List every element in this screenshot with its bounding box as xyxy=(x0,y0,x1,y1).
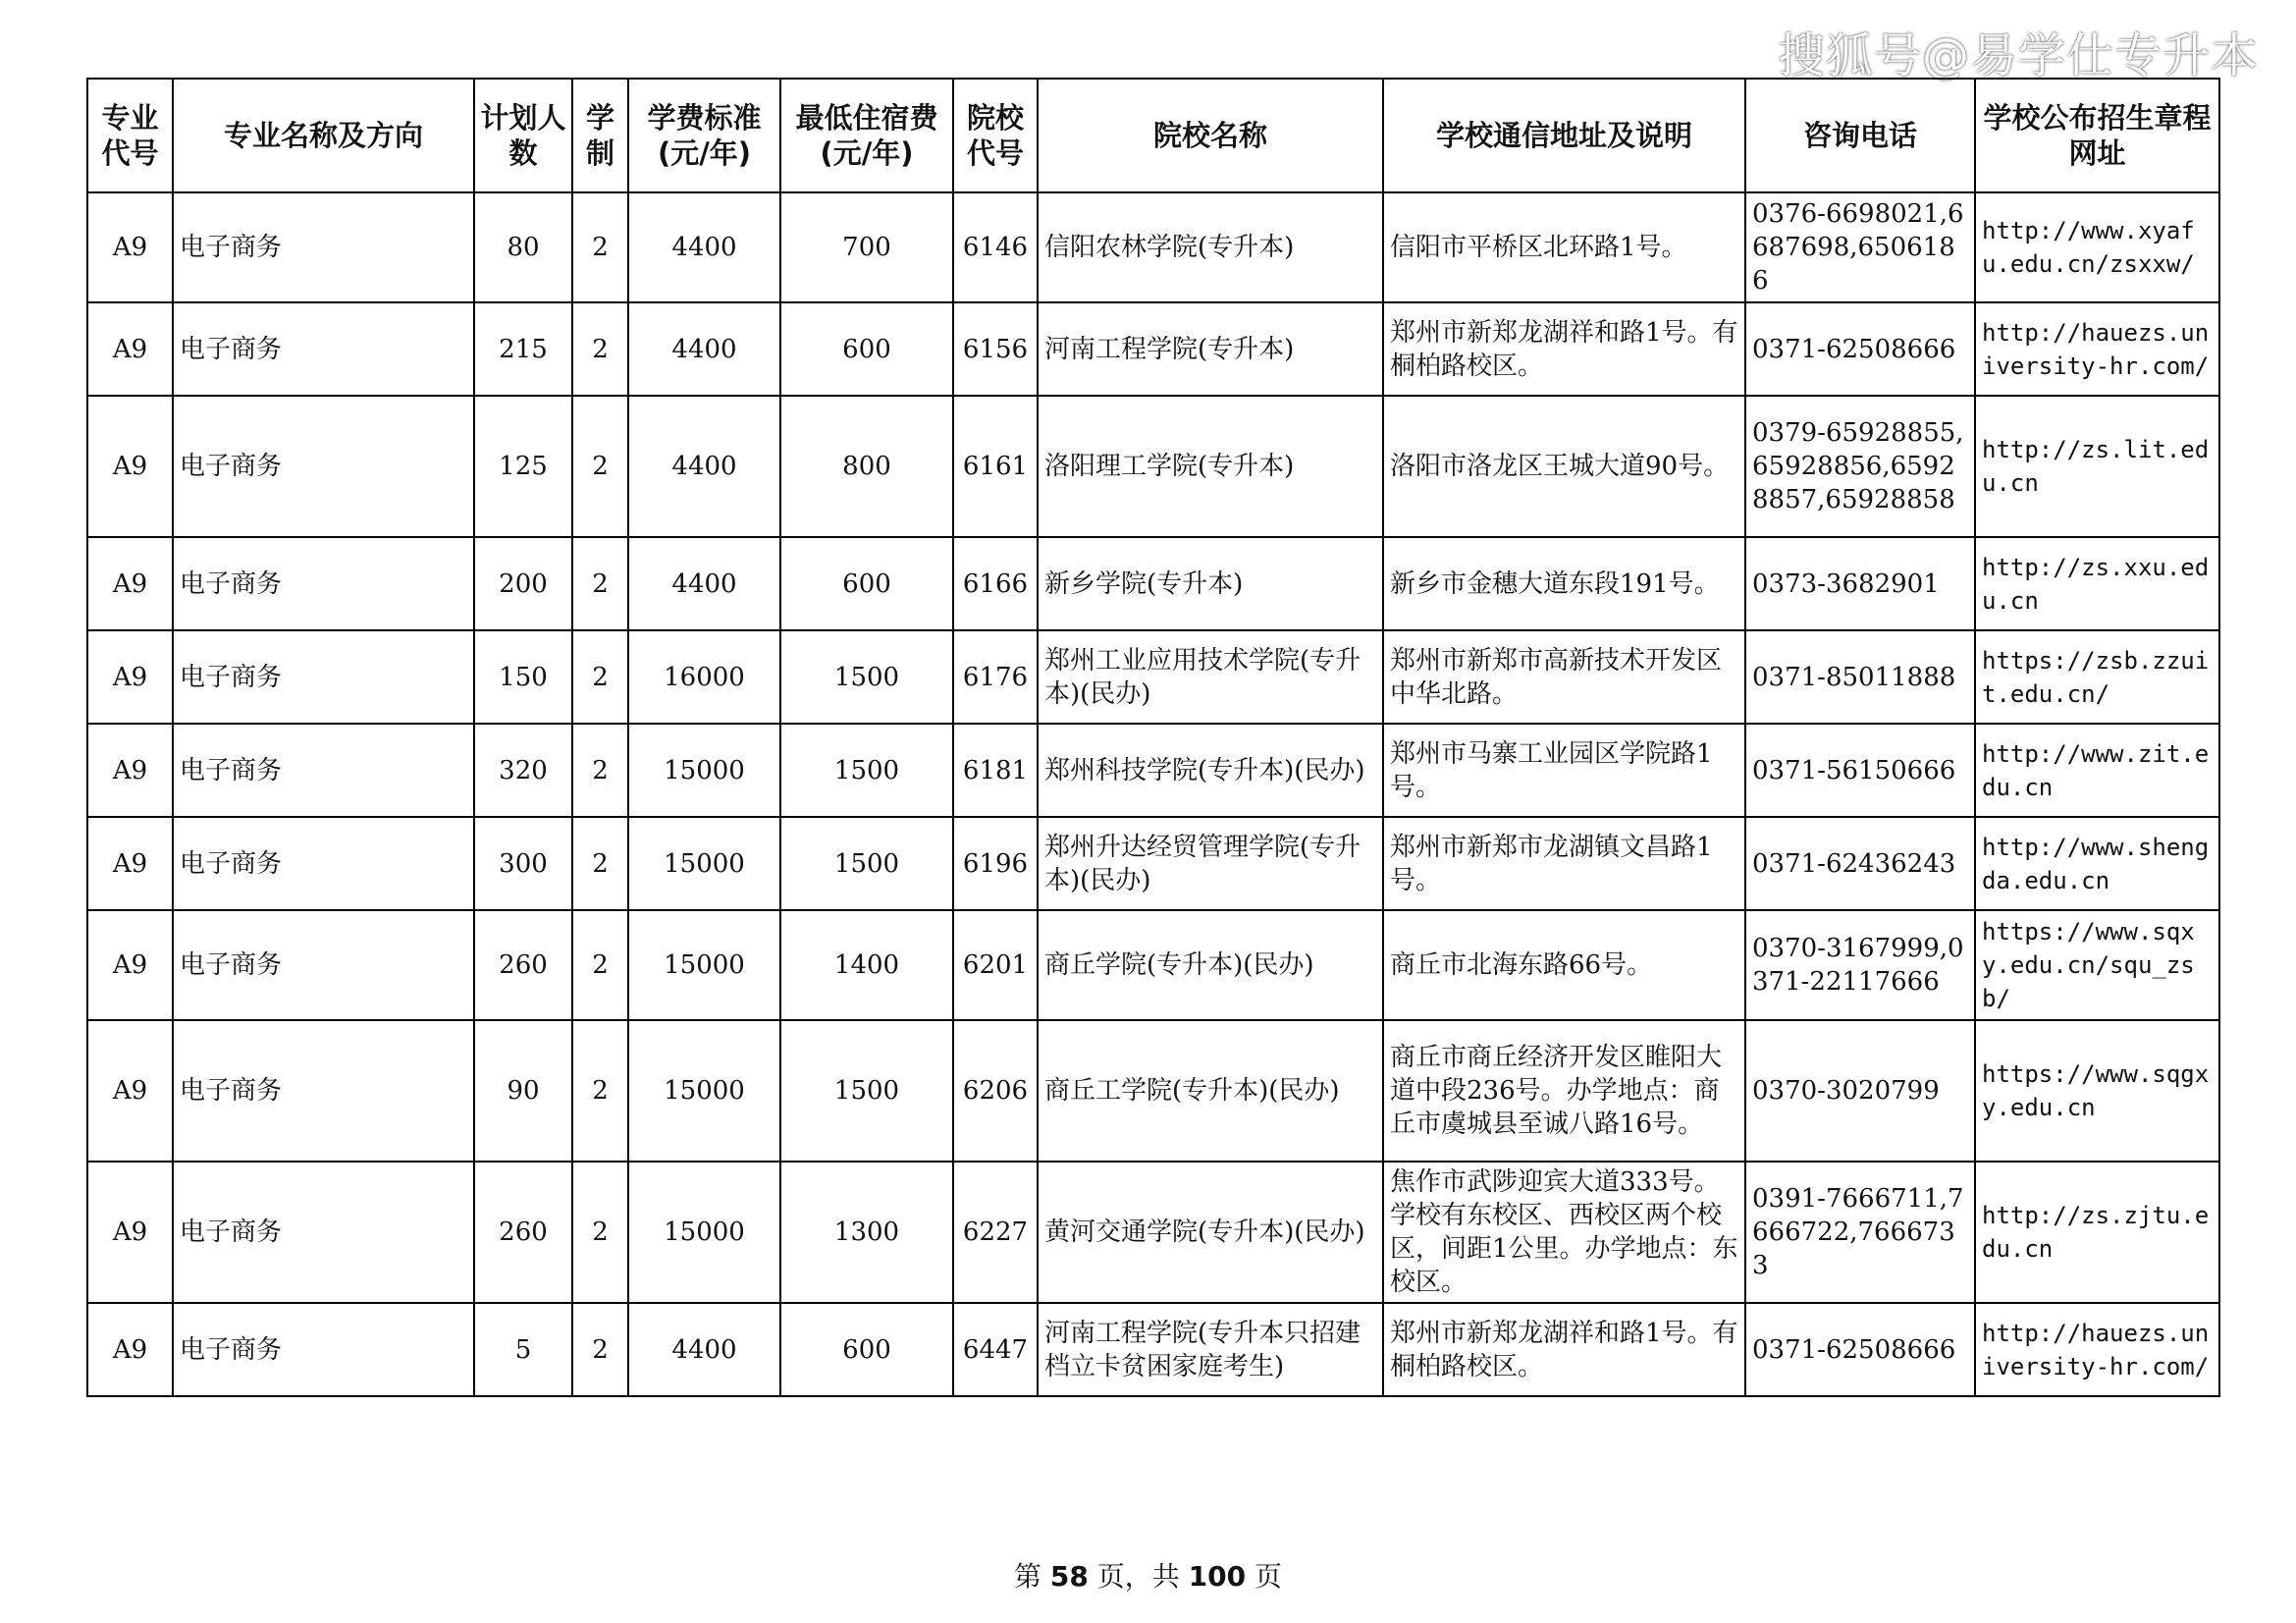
cell-code: A9 xyxy=(87,724,173,817)
header-years: 学制 xyxy=(572,79,628,192)
cell-code: A9 xyxy=(87,630,173,724)
cell-years: 2 xyxy=(572,192,628,302)
cell-phone: 0371-85011888 xyxy=(1745,630,1975,724)
cell-code: A9 xyxy=(87,1162,173,1303)
cell-website: http://zs.zjtu.edu.cn xyxy=(1975,1162,2219,1303)
cell-address: 新乡市金穗大道东段191号。 xyxy=(1383,537,1745,630)
cell-school-code: 6146 xyxy=(953,192,1038,302)
cell-years: 2 xyxy=(572,1020,628,1162)
cell-dorm: 800 xyxy=(780,396,953,537)
header-website: 学校公布招生章程网址 xyxy=(1975,79,2219,192)
cell-years: 2 xyxy=(572,817,628,910)
cell-website: http://www.shengda.edu.cn xyxy=(1975,817,2219,910)
cell-school-name: 河南工程学院(专升本只招建档立卡贫困家庭考生) xyxy=(1038,1303,1383,1396)
cell-tuition: 4400 xyxy=(628,302,780,396)
cell-major: 电子商务 xyxy=(173,192,474,302)
header-code: 专业代号 xyxy=(87,79,173,192)
cell-major: 电子商务 xyxy=(173,1020,474,1162)
page-footer xyxy=(0,1555,2296,1595)
table-row xyxy=(87,302,2219,396)
cell-major: 电子商务 xyxy=(173,396,474,537)
cell-dorm: 600 xyxy=(780,1303,953,1396)
cell-phone: 0371-62508666 xyxy=(1745,302,1975,396)
header-tuition: 学费标准(元/年) xyxy=(628,79,780,192)
cell-tuition: 15000 xyxy=(628,724,780,817)
cell-code: A9 xyxy=(87,192,173,302)
cell-tuition: 15000 xyxy=(628,817,780,910)
footer-total-pages: 100 xyxy=(1188,1560,1247,1593)
cell-dorm: 1500 xyxy=(780,817,953,910)
admission-table xyxy=(86,78,2220,1397)
cell-tuition: 16000 xyxy=(628,630,780,724)
cell-address: 商丘市商丘经济开发区睢阳大道中段236号。办学地点：商丘市虞城县至诚八路16号。 xyxy=(1383,1020,1745,1162)
header-address: 学校通信地址及说明 xyxy=(1383,79,1745,192)
table-row xyxy=(87,817,2219,910)
cell-tuition: 4400 xyxy=(628,537,780,630)
header-school-name: 院校名称 xyxy=(1038,79,1383,192)
cell-address: 郑州市新郑龙湖祥和路1号。有桐柏路校区。 xyxy=(1383,302,1745,396)
cell-phone: 0371-56150666 xyxy=(1745,724,1975,817)
cell-school-name: 信阳农林学院(专升本) xyxy=(1038,192,1383,302)
header-school-code: 院校代号 xyxy=(953,79,1038,192)
table-row xyxy=(87,1303,2219,1396)
cell-dorm: 1400 xyxy=(780,910,953,1020)
cell-years: 2 xyxy=(572,396,628,537)
table-row xyxy=(87,724,2219,817)
cell-dorm: 1500 xyxy=(780,724,953,817)
cell-plan: 80 xyxy=(474,192,572,302)
cell-code: A9 xyxy=(87,1303,173,1396)
cell-major: 电子商务 xyxy=(173,724,474,817)
cell-plan: 300 xyxy=(474,817,572,910)
cell-dorm: 1500 xyxy=(780,630,953,724)
cell-address: 郑州市新郑市高新技术开发区中华北路。 xyxy=(1383,630,1745,724)
cell-major: 电子商务 xyxy=(173,537,474,630)
cell-website: http://hauezs.university-hr.com/ xyxy=(1975,1303,2219,1396)
cell-code: A9 xyxy=(87,302,173,396)
cell-tuition: 4400 xyxy=(628,1303,780,1396)
cell-school-code: 6206 xyxy=(953,1020,1038,1162)
cell-tuition: 4400 xyxy=(628,396,780,537)
table-row xyxy=(87,910,2219,1020)
cell-plan: 260 xyxy=(474,910,572,1020)
cell-major: 电子商务 xyxy=(173,817,474,910)
cell-website: http://www.zit.edu.cn xyxy=(1975,724,2219,817)
header-major: 专业名称及方向 xyxy=(173,79,474,192)
cell-plan: 150 xyxy=(474,630,572,724)
cell-code: A9 xyxy=(87,817,173,910)
table-row xyxy=(87,1020,2219,1162)
cell-years: 2 xyxy=(572,537,628,630)
table-row xyxy=(87,630,2219,724)
cell-school-code: 6227 xyxy=(953,1162,1038,1303)
cell-tuition: 15000 xyxy=(628,910,780,1020)
cell-phone: 0370-3167999,0371-22117666 xyxy=(1745,910,1975,1020)
cell-school-name: 郑州升达经贸管理学院(专升本)(民办) xyxy=(1038,817,1383,910)
cell-school-code: 6176 xyxy=(953,630,1038,724)
cell-years: 2 xyxy=(572,630,628,724)
cell-years: 2 xyxy=(572,910,628,1020)
header-row xyxy=(87,79,2219,192)
cell-website: https://zsb.zzuit.edu.cn/ xyxy=(1975,630,2219,724)
cell-school-code: 6156 xyxy=(953,302,1038,396)
cell-phone: 0391-7666711,7666722,7666733 xyxy=(1745,1162,1975,1303)
header-dorm: 最低住宿费(元/年) xyxy=(780,79,953,192)
cell-website: http://hauezs.university-hr.com/ xyxy=(1975,302,2219,396)
cell-phone: 0370-3020799 xyxy=(1745,1020,1975,1162)
cell-school-name: 河南工程学院(专升本) xyxy=(1038,302,1383,396)
cell-plan: 260 xyxy=(474,1162,572,1303)
cell-plan: 215 xyxy=(474,302,572,396)
cell-tuition: 15000 xyxy=(628,1162,780,1303)
cell-website: https://www.sqxy.edu.cn/squ_zsb/ xyxy=(1975,910,2219,1020)
cell-years: 2 xyxy=(572,1162,628,1303)
header-plan: 计划人数 xyxy=(474,79,572,192)
cell-school-code: 6166 xyxy=(953,537,1038,630)
cell-address: 信阳市平桥区北环路1号。 xyxy=(1383,192,1745,302)
cell-code: A9 xyxy=(87,396,173,537)
cell-plan: 90 xyxy=(474,1020,572,1162)
cell-school-name: 商丘工学院(专升本)(民办) xyxy=(1038,1020,1383,1162)
footer-page-number: 58 xyxy=(1049,1560,1089,1593)
cell-address: 焦作市武陟迎宾大道333号。学校有东校区、西校区两个校区，间距1公里。办学地点：东校区。 xyxy=(1383,1162,1745,1303)
cell-plan: 200 xyxy=(474,537,572,630)
cell-code: A9 xyxy=(87,1020,173,1162)
footer-suffix: 页 xyxy=(1255,1560,1283,1593)
cell-dorm: 600 xyxy=(780,537,953,630)
cell-website: https://www.sqgxy.edu.cn xyxy=(1975,1020,2219,1162)
cell-tuition: 4400 xyxy=(628,192,780,302)
cell-phone: 0371-62508666 xyxy=(1745,1303,1975,1396)
cell-years: 2 xyxy=(572,302,628,396)
cell-school-name: 商丘学院(专升本)(民办) xyxy=(1038,910,1383,1020)
cell-dorm: 1500 xyxy=(780,1020,953,1162)
cell-major: 电子商务 xyxy=(173,630,474,724)
table-row xyxy=(87,192,2219,302)
cell-plan: 125 xyxy=(474,396,572,537)
table-row xyxy=(87,1162,2219,1303)
cell-major: 电子商务 xyxy=(173,302,474,396)
table-row xyxy=(87,537,2219,630)
cell-website: http://www.xyafu.edu.cn/zsxxw/ xyxy=(1975,192,2219,302)
cell-school-code: 6161 xyxy=(953,396,1038,537)
cell-address: 商丘市北海东路66号。 xyxy=(1383,910,1745,1020)
cell-website: http://zs.xxu.edu.cn xyxy=(1975,537,2219,630)
cell-address: 洛阳市洛龙区王城大道90号。 xyxy=(1383,396,1745,537)
cell-school-name: 新乡学院(专升本) xyxy=(1038,537,1383,630)
cell-code: A9 xyxy=(87,910,173,1020)
table-row xyxy=(87,396,2219,537)
cell-code: A9 xyxy=(87,537,173,630)
cell-plan: 5 xyxy=(474,1303,572,1396)
cell-school-name: 郑州科技学院(专升本)(民办) xyxy=(1038,724,1383,817)
cell-phone: 0379-65928855,65928856,65928857,65928858 xyxy=(1745,396,1975,537)
watermark-text: 搜狐号@易学仕专升本 xyxy=(1777,28,2259,83)
cell-school-code: 6201 xyxy=(953,910,1038,1020)
cell-major: 电子商务 xyxy=(173,1162,474,1303)
cell-plan: 320 xyxy=(474,724,572,817)
footer-prefix: 第 xyxy=(1013,1560,1041,1593)
cell-school-code: 6447 xyxy=(953,1303,1038,1396)
cell-dorm: 1300 xyxy=(780,1162,953,1303)
cell-school-code: 6196 xyxy=(953,817,1038,910)
cell-major: 电子商务 xyxy=(173,1303,474,1396)
cell-phone: 0371-62436243 xyxy=(1745,817,1975,910)
cell-school-code: 6181 xyxy=(953,724,1038,817)
cell-years: 2 xyxy=(572,724,628,817)
cell-address: 郑州市新郑龙湖祥和路1号。有桐柏路校区。 xyxy=(1383,1303,1745,1396)
footer-middle: 页，共 xyxy=(1096,1560,1180,1593)
cell-school-name: 黄河交通学院(专升本)(民办) xyxy=(1038,1162,1383,1303)
cell-tuition: 15000 xyxy=(628,1020,780,1162)
cell-website: http://zs.lit.edu.cn xyxy=(1975,396,2219,537)
cell-years: 2 xyxy=(572,1303,628,1396)
cell-address: 郑州市新郑市龙湖镇文昌路1号。 xyxy=(1383,817,1745,910)
cell-phone: 0376-6698021,6687698,6506186 xyxy=(1745,192,1975,302)
cell-dorm: 700 xyxy=(780,192,953,302)
cell-major: 电子商务 xyxy=(173,910,474,1020)
cell-school-name: 洛阳理工学院(专升本) xyxy=(1038,396,1383,537)
cell-dorm: 600 xyxy=(780,302,953,396)
header-phone: 咨询电话 xyxy=(1745,79,1975,192)
cell-address: 郑州市马寨工业园区学院路1号。 xyxy=(1383,724,1745,817)
cell-school-name: 郑州工业应用技术学院(专升本)(民办) xyxy=(1038,630,1383,724)
cell-phone: 0373-3682901 xyxy=(1745,537,1975,630)
